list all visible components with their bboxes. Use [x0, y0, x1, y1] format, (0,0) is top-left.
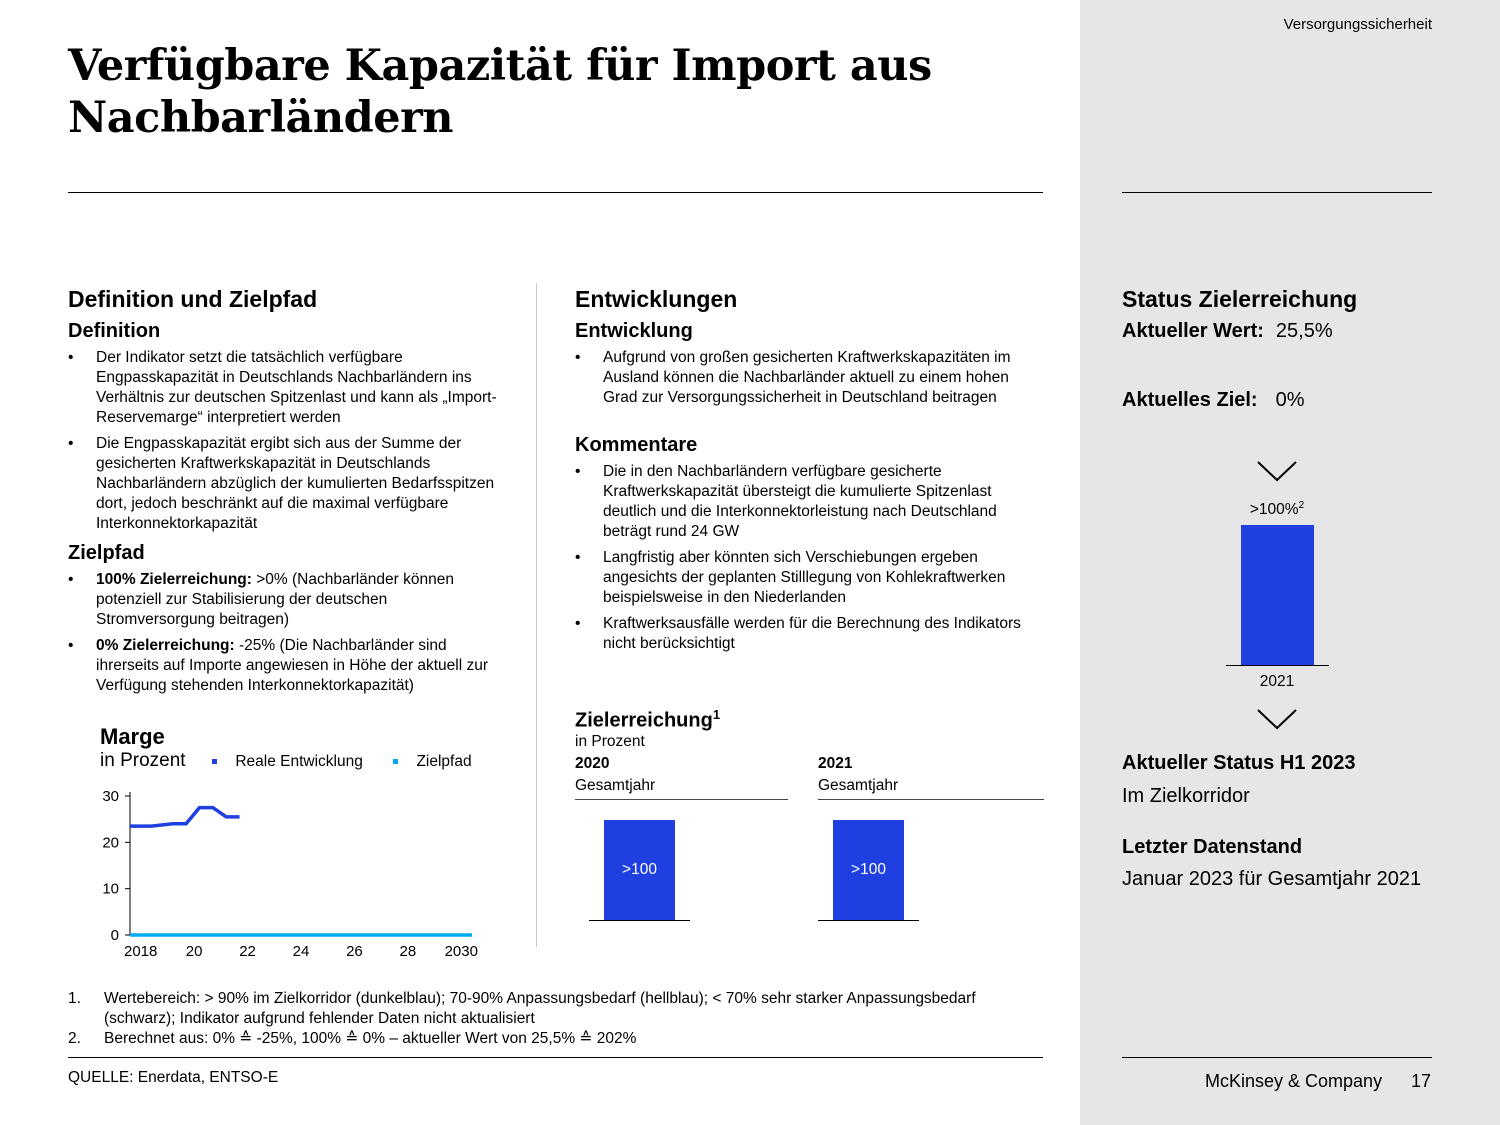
legend-marker-real [212, 759, 217, 764]
chevron-down-icon [1256, 460, 1298, 484]
bar-2020: >100 [604, 820, 675, 920]
year-2020: 2020 [575, 755, 610, 772]
chart-subtitle: in Prozent [100, 750, 186, 771]
bar-2021: >100 [833, 820, 904, 920]
status-h1-value: Im Zielkorridor [1122, 785, 1250, 807]
current-target: 0% [1275, 389, 1305, 411]
y-tick-label: 20 [102, 834, 119, 852]
kommentare-heading: Kommentare [575, 434, 698, 456]
sidebar-divider [1122, 192, 1432, 193]
definition-column [68, 286, 498, 702]
zielpfad-list [68, 570, 498, 696]
x-tick-label: 24 [292, 943, 310, 960]
list-item: • Aufgrund von großen gesicherten Kraftwerkskapazitäten im Ausland können die Nachbarländer aktuell zu einem hohen Grad zur Versorgungssicherheit in Deutschland beitragen [575, 348, 1030, 408]
status-bar [1241, 525, 1314, 665]
title-divider [68, 192, 1043, 193]
year-2021-label: Gesamtjahr [818, 777, 899, 794]
data-date-heading: Letzter Datenstand [1122, 836, 1303, 858]
footer-divider-sidebar [1122, 1057, 1432, 1058]
status-bar-baseline [1226, 665, 1329, 666]
footnote [68, 989, 1048, 1029]
x-tick-label: 22 [239, 943, 256, 960]
page-title: Verfügbare Kapazität für Import aus Nachbarländern [68, 41, 932, 143]
legend-label-real: Reale Entwicklung [235, 753, 363, 770]
kommentare-list [575, 462, 1030, 654]
x-tick-label: 28 [399, 943, 417, 960]
status-bar-label-text: >100% [1249, 501, 1299, 519]
x-tick-label: 2030 [444, 943, 478, 960]
current-target-label: Aktuelles Ziel: [1122, 389, 1258, 411]
current-value: 25,5% [1275, 320, 1333, 342]
year-2020-label: Gesamtjahr [575, 777, 656, 794]
status-h1-heading: Aktueller Status H1 2023 [1122, 752, 1356, 774]
status-heading [1122, 286, 1357, 313]
zielpfad-text: -25% (Die Nachbarländer sind ihrerseits auf Importe angewiesen in Höhe der aktuell zur Verfügung stehenden Interkonnektorkapazität) [96, 637, 489, 694]
status-bar-year: 2021 [1259, 673, 1295, 690]
list-item [68, 636, 498, 696]
chart-title: Marge [100, 724, 165, 749]
footnote-text: Berechnet aus: 0% ≙ -25%, 100% ≙ 0% – aktueller Wert von 25,5% ≙ 202% [104, 1030, 637, 1047]
status-heading-text: Status Zielerreichung [1122, 286, 1358, 312]
section-label: Versorgungssicherheit [1283, 16, 1432, 33]
legend-marker-target [393, 759, 398, 764]
current-target-row [1122, 389, 1305, 412]
list-item: • Langfristig aber könnten sich Verschiebungen ergeben angesichts der geplanten Stilllegung von Kohlekraftwerken beispielsweise in den Niederlanden [575, 548, 1030, 608]
definition-heading: Definition [68, 320, 161, 342]
developments-column [575, 286, 1030, 660]
y-tick-label: 30 [102, 788, 119, 805]
footnote [68, 1029, 1048, 1049]
current-value-label: Aktueller Wert: [1122, 320, 1264, 342]
entwicklung-list [575, 348, 1030, 408]
legend-label-target: Zielpfad [416, 753, 472, 770]
zielerreichung-title [575, 707, 720, 733]
column-separator [536, 283, 537, 947]
series-line-reale-entwicklung [130, 808, 240, 827]
year-2021: 2021 [818, 755, 853, 772]
zielpfad-heading: Zielpfad [68, 542, 145, 564]
chart-legend [212, 753, 472, 771]
zielerreichung-title-text: Zielerreichung [575, 709, 713, 732]
bar-2020-baseline [589, 920, 690, 921]
entwicklung-heading: Entwicklung [575, 320, 693, 342]
zielpfad-bold: 0% Zielerreichung: [96, 637, 235, 654]
bar-2021-baseline [818, 920, 919, 921]
zielpfad-bold: 100% Zielerreichung: [96, 571, 252, 588]
developments-heading: Entwicklungen [575, 286, 738, 312]
footnote-number: 1. [68, 990, 81, 1007]
footnote-number: 2. [68, 1030, 81, 1047]
list-item: • Kraftwerksausfälle werden für die Berechnung des Indikators nicht berücksichtigt [575, 614, 1030, 654]
zielerreichung-sup: 1 [712, 707, 721, 722]
x-tick-label: 20 [185, 943, 203, 960]
footnotes [68, 989, 1048, 1049]
footnote-text: Wertebereich: > 90% im Zielkorridor (dunkelblau); 70-90% Anpassungsbedarf (hellblau); < 70% sehr starker Anpassungsbedarf (schwarz); Indikator aufgrund fehlender Daten nicht aktualisiert [104, 990, 976, 1027]
list-item: • Der Indikator setzt die tatsächlich verfügbare Engpasskapazität in Deutschlands Nachbarländern ins Verhältnis zur deutschen Spitzenlast und kann als „Import-Reservemarge“ interpretiert werden [68, 348, 498, 428]
status-bar-label [1230, 500, 1324, 519]
definition-list [68, 348, 498, 534]
list-item: • Die in den Nachbarländern verfügbare gesicherte Kraftwerkskapazität übersteigt die kumulierte Spitzenlast deutlich und die Interkonnektorleistung nach Deutschland beträgt rund 24 GW [575, 462, 1030, 542]
source-note: QUELLE: Enerdata, ENTSO-E [68, 1069, 279, 1086]
x-tick-label: 26 [346, 943, 363, 960]
data-date-value: Januar 2023 für Gesamtjahr 2021 [1122, 868, 1422, 890]
company-name: McKinsey & Company [1205, 1071, 1383, 1091]
y-tick-label: 0 [110, 927, 119, 944]
list-item [68, 570, 498, 630]
zielpfad-text: >0% (Nachbarländer können potenziell zur Stabilisierung der deutschen Stromversorgung beitragen) [96, 571, 454, 628]
definition-zielpfad-heading: Definition und Zielpfad [68, 286, 318, 312]
chevron-down-icon [1256, 708, 1298, 732]
zielerreichung-unit: in Prozent [575, 733, 645, 750]
marge-chart [90, 780, 510, 970]
status-bar-sup: 2 [1298, 500, 1305, 511]
footer-divider [68, 1057, 1043, 1058]
year-2021-rule [818, 799, 1044, 800]
x-tick-label: 2018 [123, 943, 158, 960]
list-item: • Die Engpasskapazität ergibt sich aus der Summe der gesicherten Kraftwerkskapazität in Deutschlands Nachbarländern abzüglich der kumulierten Bedarfsspitzen dort, jedoch beschränkt auf die maximal verfügbare Interkonnektorkapazität [68, 434, 498, 534]
page-number: 17 [1411, 1071, 1432, 1091]
current-value-row [1122, 320, 1333, 343]
y-tick-label: 10 [102, 880, 119, 898]
year-2020-rule [575, 799, 788, 800]
